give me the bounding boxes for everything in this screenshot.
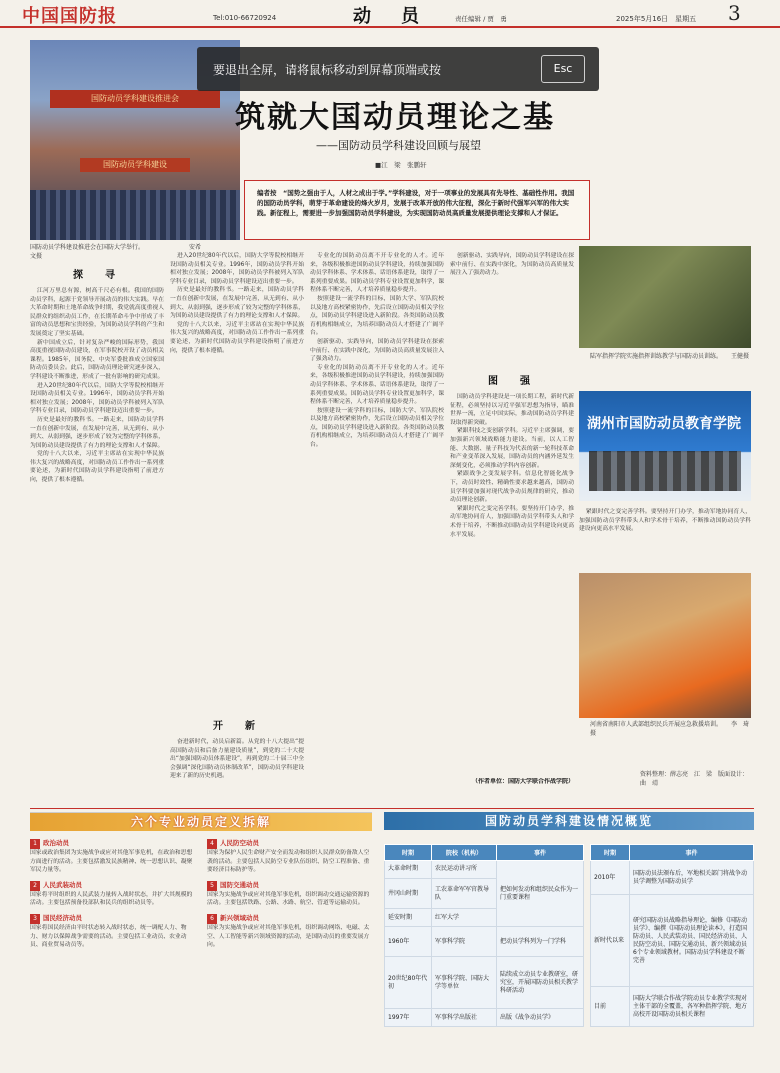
table-cell: 国防大学联合作战学院动员专业教学实现对主体干部的全覆盖，各军种指挥学院、地方高校开设国防动员相关课程 xyxy=(630,987,754,1027)
paragraph: 专业化的国防动员离不开专业化的人才。近年来，各级积极推进国防动员学科建设，持续加强国防动员学科体系、学术体系、话语体系建设，取得了一系列重要成果。国防动员学科专业设置更加科学，课程体系不断完善，人才培养质量稳步提升。 xyxy=(310,253,444,294)
table-row xyxy=(385,861,584,879)
photo-crowd xyxy=(589,451,741,491)
table-row xyxy=(591,861,754,895)
photo-rescue-training xyxy=(579,573,751,718)
paragraph: 进入20世纪80年代以后，国防大学等院校相继开设国防动员相关专业。1996年，国防动员学科开始相对独立发展；2008年，国防动员学科被列入军队学科专业目录，国防动员学科建设迈出重要一步。 xyxy=(170,253,304,285)
table-row xyxy=(385,927,584,957)
section-title: 动 员 xyxy=(353,6,425,27)
table-cell: 国防动员法颁布后，军地相关部门将战争动员学调整为国防动员学 xyxy=(630,861,754,895)
issue-date: 2025年5月16日 星期五 xyxy=(616,15,697,23)
timeline-table-left xyxy=(384,844,584,1027)
article-column-4 xyxy=(450,252,574,806)
editor-note-text: 编者按 “国势之强由于人，人材之成出于学。”学科建设，对于一项事业的发展具有先导性、基础性作用。我国的国防动员学科，萌芽于革命建设的烽火岁月，发展于改革开放的伟大征程，深化于新时代强军兴军的伟大实践。新征程上，需要进一步加强国防动员学科建设，为实现国防动员高质量发展提供理论支撑和人才保证。 xyxy=(257,189,575,217)
table-cell: 延安时期 xyxy=(385,909,432,927)
newspaper-logo: 中国国防报 xyxy=(22,6,117,27)
paragraph: 进入20世纪80年代以后，国防大学等院校相继开设国防动员相关专业。1996年，国防动员学科开始相对独立发展；2008年，国防动员学科被列入军队学科专业目录，国防动员学科建设迈出重要一步。 xyxy=(30,382,164,415)
paragraph: 按照建设一流学科的目标，国防大学、军队院校以及地方高校紧密协作，先后设立国防动员相关学位点，国防动员学科建设进入新阶段。各类国防动员教育机构相继成立，为培养国防动员人才搭建了广阔平台。 xyxy=(310,407,444,449)
paragraph: 按照建设一流学科的目标，国防大学、军队院校以及地方高校紧密协作，先后设立国防动员相关学位点，国防动员学科建设进入新阶段。各类国防动员教育机构相继成立，为培养国防动员人才搭建了广阔平台。 xyxy=(310,295,444,337)
definitions-grid xyxy=(30,839,372,950)
column-text xyxy=(450,778,574,806)
table-cell: 把动员学科列为一门学科 xyxy=(497,927,584,957)
table-header: 时期 xyxy=(591,845,630,861)
divider xyxy=(30,808,754,809)
definitions-title: 六个专业动员定义拆解 xyxy=(130,815,271,829)
definition-title: 新兴领域动员 xyxy=(220,913,259,922)
definitions-band xyxy=(30,813,372,831)
timeline-panel xyxy=(384,812,754,1062)
article-column-1 xyxy=(30,266,164,806)
timeline-band xyxy=(384,812,754,830)
paragraph: 新中国成立后，针对复杂严峻的国际形势，我国高度重视国防动员建设，在军事院校开设了动员相关课程。1985年，国务院、中央军委批准成立国家国防动员委员会。此后，国防动员理论研究逐步深入，学科建设不断推进，形成了一批有影响的研究成果。 xyxy=(30,339,164,380)
table-cell: 1997年 xyxy=(385,1009,432,1027)
table-cell: 把如何发动和组织民众作为一门重要课程 xyxy=(497,861,584,927)
photo-caption: 国防动员学科建设推进会在国防大学举行。 安希文摄 xyxy=(30,244,202,260)
column-text xyxy=(579,508,751,570)
paragraph: 紧跟科技之变创新学科。习近平主席强调，要加强新兴领域战略能力建设。当前，以人工智能、大数据、量子科技为代表的新一轮科技革命和产业变革深入发展，国防动员的内涵外延发生深刻变化，必须推动学科内容创新。 xyxy=(450,428,574,469)
photo-command-training xyxy=(579,246,751,348)
fullscreen-exit-hint xyxy=(197,47,599,91)
table-cell: 军事科学院 xyxy=(432,927,497,957)
editor-note-box xyxy=(244,180,590,240)
photo-college-ceremony xyxy=(579,391,751,501)
photo-crowd xyxy=(30,190,240,240)
article-column-3 xyxy=(310,252,444,806)
paragraph: 历史是最好的教科书。一路走来，国防动员学科一直在创新中发展，在发展中完善，从无到有、从小到大、从弱到强，逐步形成了较为完整的学科体系，为国防动员建设提供了有力的理论支撑和人才保障。 xyxy=(30,416,164,449)
page-number: 3 xyxy=(728,1,741,25)
table-header: 事件 xyxy=(630,845,754,861)
paragraph: 历史是最好的教科书。一路走来，国防动员学科一直在创新中发展，在发展中完善，从无到有、从小到大、从弱到强，逐步形成了较为完整的学科体系，为国防动员建设提供了有力的理论支撑和人才保障。 xyxy=(170,287,304,320)
section-head: 探 寻 xyxy=(73,270,121,281)
definition-title: 人民防空动员 xyxy=(220,839,259,847)
table-cell: 1960年 xyxy=(385,927,432,957)
esc-key-button[interactable]: Esc xyxy=(541,55,585,83)
definition-card xyxy=(30,914,195,950)
definition-title: 人民武装动员 xyxy=(43,880,82,889)
definition-title: 国防交通动员 xyxy=(220,880,259,889)
paragraph: 紧跟战争之变发展学科。信息化智能化战争下，动员时效性、精确性要求越来越高，国防动员学科要加强对现代战争动员规律的研究，推动动员理论创新。 xyxy=(450,471,574,504)
paragraph: 党的十八大以来，习近平主席站在实现中华民族伟大复兴的战略高度，对国防动员工作作出一系列重要论述，为新时代国防动员学科建设指明了前进方向，提供了根本遵循。 xyxy=(170,321,304,354)
definition-text: 国家为实施战争或应对其他军事危机，组织调动网络、电磁、太空、人工智能等新兴领域资源的活动，是国防动员的重要发展方向。 xyxy=(207,924,370,949)
column-text xyxy=(170,738,304,808)
definitions-panel xyxy=(30,812,372,1063)
table-cell: 红军大学 xyxy=(432,909,497,927)
table-row xyxy=(591,987,754,1027)
photo-banner: 国防动员学科建设推进会 xyxy=(50,90,220,108)
column-text xyxy=(170,252,304,697)
paragraph: 江河万里总有源，树高千尺必有根。我国的国防动员学科，起源于党领导开展动员的伟大实践。早在大革命时期和土地革命战争时期，我党就高度重视人民群众的组织动员工作，在长期革命斗争中形成了丰富的动员思想和宝贵经验，为国防动员学科的产生和发展奠定了坚实基础。 xyxy=(30,288,164,337)
paragraph: 创新驱动、实践导向，国防动员学科建设在探索中前行、在实践中深化，为国防动员高质量发展注入了强劲动力。 xyxy=(310,338,444,363)
column-text xyxy=(450,393,574,788)
photo-caption: 河南省南阳市人武部组织民兵开展应急救援培训。 李 琦摄 xyxy=(590,721,750,737)
definition-title: 政治动员 xyxy=(43,839,69,847)
table-cell: 军事科学出版社 xyxy=(432,1009,497,1027)
table-cell: 军事科学院、国防大学等单位 xyxy=(432,957,497,1009)
definition-card xyxy=(30,839,195,875)
table-row xyxy=(385,1009,584,1027)
table-header: 时期 xyxy=(385,845,432,861)
definition-text: 国家或政治集团为实施战争或应对其他军事危机，在政治和思想方面进行的活动。主要包括激发民族精神、统一思想认识、凝聚军民力量等。 xyxy=(30,850,193,874)
table-cell: 出版《战争动员学》 xyxy=(497,1009,584,1027)
table-cell: 农民运动讲习所 xyxy=(432,861,497,879)
table-cell: 井冈山时期 xyxy=(385,878,432,909)
paragraph: 紧跟时代之变完善学科。要坚持开门办学，推动军地协同育人，加强国防动员学科带头人和学术骨干培养，不断推动国防动员学科建设向更高水平发展。 xyxy=(579,509,751,533)
table-row xyxy=(591,895,754,987)
article-column-5 xyxy=(579,508,751,570)
table-cell: 20世纪80年代初 xyxy=(385,957,432,1009)
definition-text: 国家将国民经济由平时状态转入战时状态，统一调配人力、物力、财力以保障战争需要的活动。主要包括工业动员、农业动员、商业贸易动员等。 xyxy=(30,924,187,949)
timeline-table-right xyxy=(590,844,754,1027)
definition-number: 1 xyxy=(30,839,40,849)
column-text xyxy=(450,252,574,360)
paragraph: 奋进新时代，动员启新篇。从党的十八大提出“提高国防动员和后备力量建设质量”，到党的二十大提出“加强国防动员体系建设”，再到党的二十届三中全会强调“深化国防动员体制改革”，国防动员学科建设迎来了新的历史机遇。 xyxy=(170,739,304,780)
column-text xyxy=(30,287,164,807)
table-cell: 工农革命军军官教导队 xyxy=(432,878,497,909)
paragraph: 紧跟时代之变完善学科。要坚持开门办学，推动军地协同育人，加强国防动员学科带头人和学术骨干培养，不断推动国防动员学科建设向更高水平发展。 xyxy=(450,505,574,538)
article-byline: ■江 梁 张鹏轩 xyxy=(375,161,427,169)
author-affiliation: （作者单位：国防大学联合作战学院） xyxy=(471,778,574,785)
definition-number: 3 xyxy=(30,914,40,924)
definition-card xyxy=(207,839,372,875)
article-headline: 筑就大国动员理论之基 xyxy=(235,100,555,135)
paragraph: 国防动员学科建设是一项长期工程，新时代新征程，必须坚持以习近平强军思想为指导，瞄准世界一流，立足中国实际，推动国防动员学科建设取得新突破。 xyxy=(450,394,574,426)
definition-title: 国民经济动员 xyxy=(43,913,82,922)
table-row xyxy=(385,957,584,1009)
table-cell: 陆续成立动员专业教研室，研究室，开展国防动员相关教学科研活动 xyxy=(497,957,584,1009)
table-cell: 大革命时期 xyxy=(385,861,432,879)
article-column-2 xyxy=(170,252,304,806)
table-cell: 2010年 xyxy=(591,861,630,895)
definition-text: 国家为保护人民生命财产安全而发动和组织人民群众防备敌人空袭的活动。主要包括人民防空专业队伍组织、防空工程准备、重要经济目标防护等。 xyxy=(207,850,370,874)
definition-card xyxy=(207,881,372,908)
table-cell: 新时代以来 xyxy=(591,895,630,987)
page-credit: 资料整理：薛志亮 江 梁 版面设计：曲 靖 xyxy=(640,771,749,787)
definition-number: 2 xyxy=(30,881,40,891)
tel-number: Tel:010-66720924 xyxy=(213,14,277,22)
definition-number: 4 xyxy=(207,839,217,849)
fullscreen-hint-text: 要退出全屏，请将鼠标移动到屏幕顶端或按 xyxy=(213,63,442,77)
section-head: 开 新 xyxy=(213,721,261,732)
definition-text: 国家将平时组织的人民武装力量转入战时状态，并扩大其规模的活动。主要包括预备役部队和民兵的组织动员等。 xyxy=(30,891,193,907)
timeline-tables xyxy=(384,844,754,1027)
definition-number: 5 xyxy=(207,881,217,891)
table-cell: 研究国防动员战略指导理论，编修《国防动员学》、编撰《国防动员理论读本》，打造国防动员、人民武装动员、国民经济动员、人民防空动员、国防交通动员、新兴领域动员6个专业领域教材。国防动员学科建设不断完善 xyxy=(630,895,754,987)
table-header: 事件 xyxy=(497,845,584,861)
table-header: 院校（机构） xyxy=(432,845,497,861)
paragraph: 创新驱动、实践导向，国防动员学科建设在探索中前行、在实践中深化，为国防动员高质量发展注入了强劲动力。 xyxy=(450,253,574,277)
masthead xyxy=(0,0,780,28)
photo-banner: 湖州市国防动员教育学院 xyxy=(587,416,741,432)
definition-number: 6 xyxy=(207,914,217,924)
section-head: 图 强 xyxy=(488,376,536,387)
photo-banner: 国防动员学科建设 xyxy=(80,158,190,172)
definition-card xyxy=(30,881,195,908)
article-subtitle: ——国防动员学科建设回顾与展望 xyxy=(316,139,481,152)
editor-credit: 责任编辑 / 贾 勇 xyxy=(455,15,507,23)
paragraph: 专业化的国防动员离不开专业化的人才。近年来，各级积极推进国防动员学科建设，持续加强国防动员学科体系、学术体系、话语体系建设，取得了一系列重要成果。国防动员学科专业设置更加科学，课程体系不断完善，人才培养质量稳步提升。 xyxy=(310,364,444,406)
definition-text: 国家为实施战争或应对其他军事危机，组织调动交通运输资源的活动。主要包括铁路、公路、水路、航空、管道等运输动员。 xyxy=(207,891,370,907)
column-text xyxy=(310,252,444,802)
photo-caption: 陆军指挥学院实施指挥训练教学与国防动员训练。 王健摄 xyxy=(590,353,750,360)
definition-card xyxy=(207,914,372,950)
paragraph: 党的十八大以来，习近平主席站在实现中华民族伟大复兴的战略高度，对国防动员工作作出一系列重要论述，为新时代国防动员学科建设指明了前进方向，提供了根本遵循。 xyxy=(30,451,164,484)
table-cell: 目前 xyxy=(591,987,630,1027)
timeline-title: 国防动员学科建设情况概览 xyxy=(484,814,653,828)
